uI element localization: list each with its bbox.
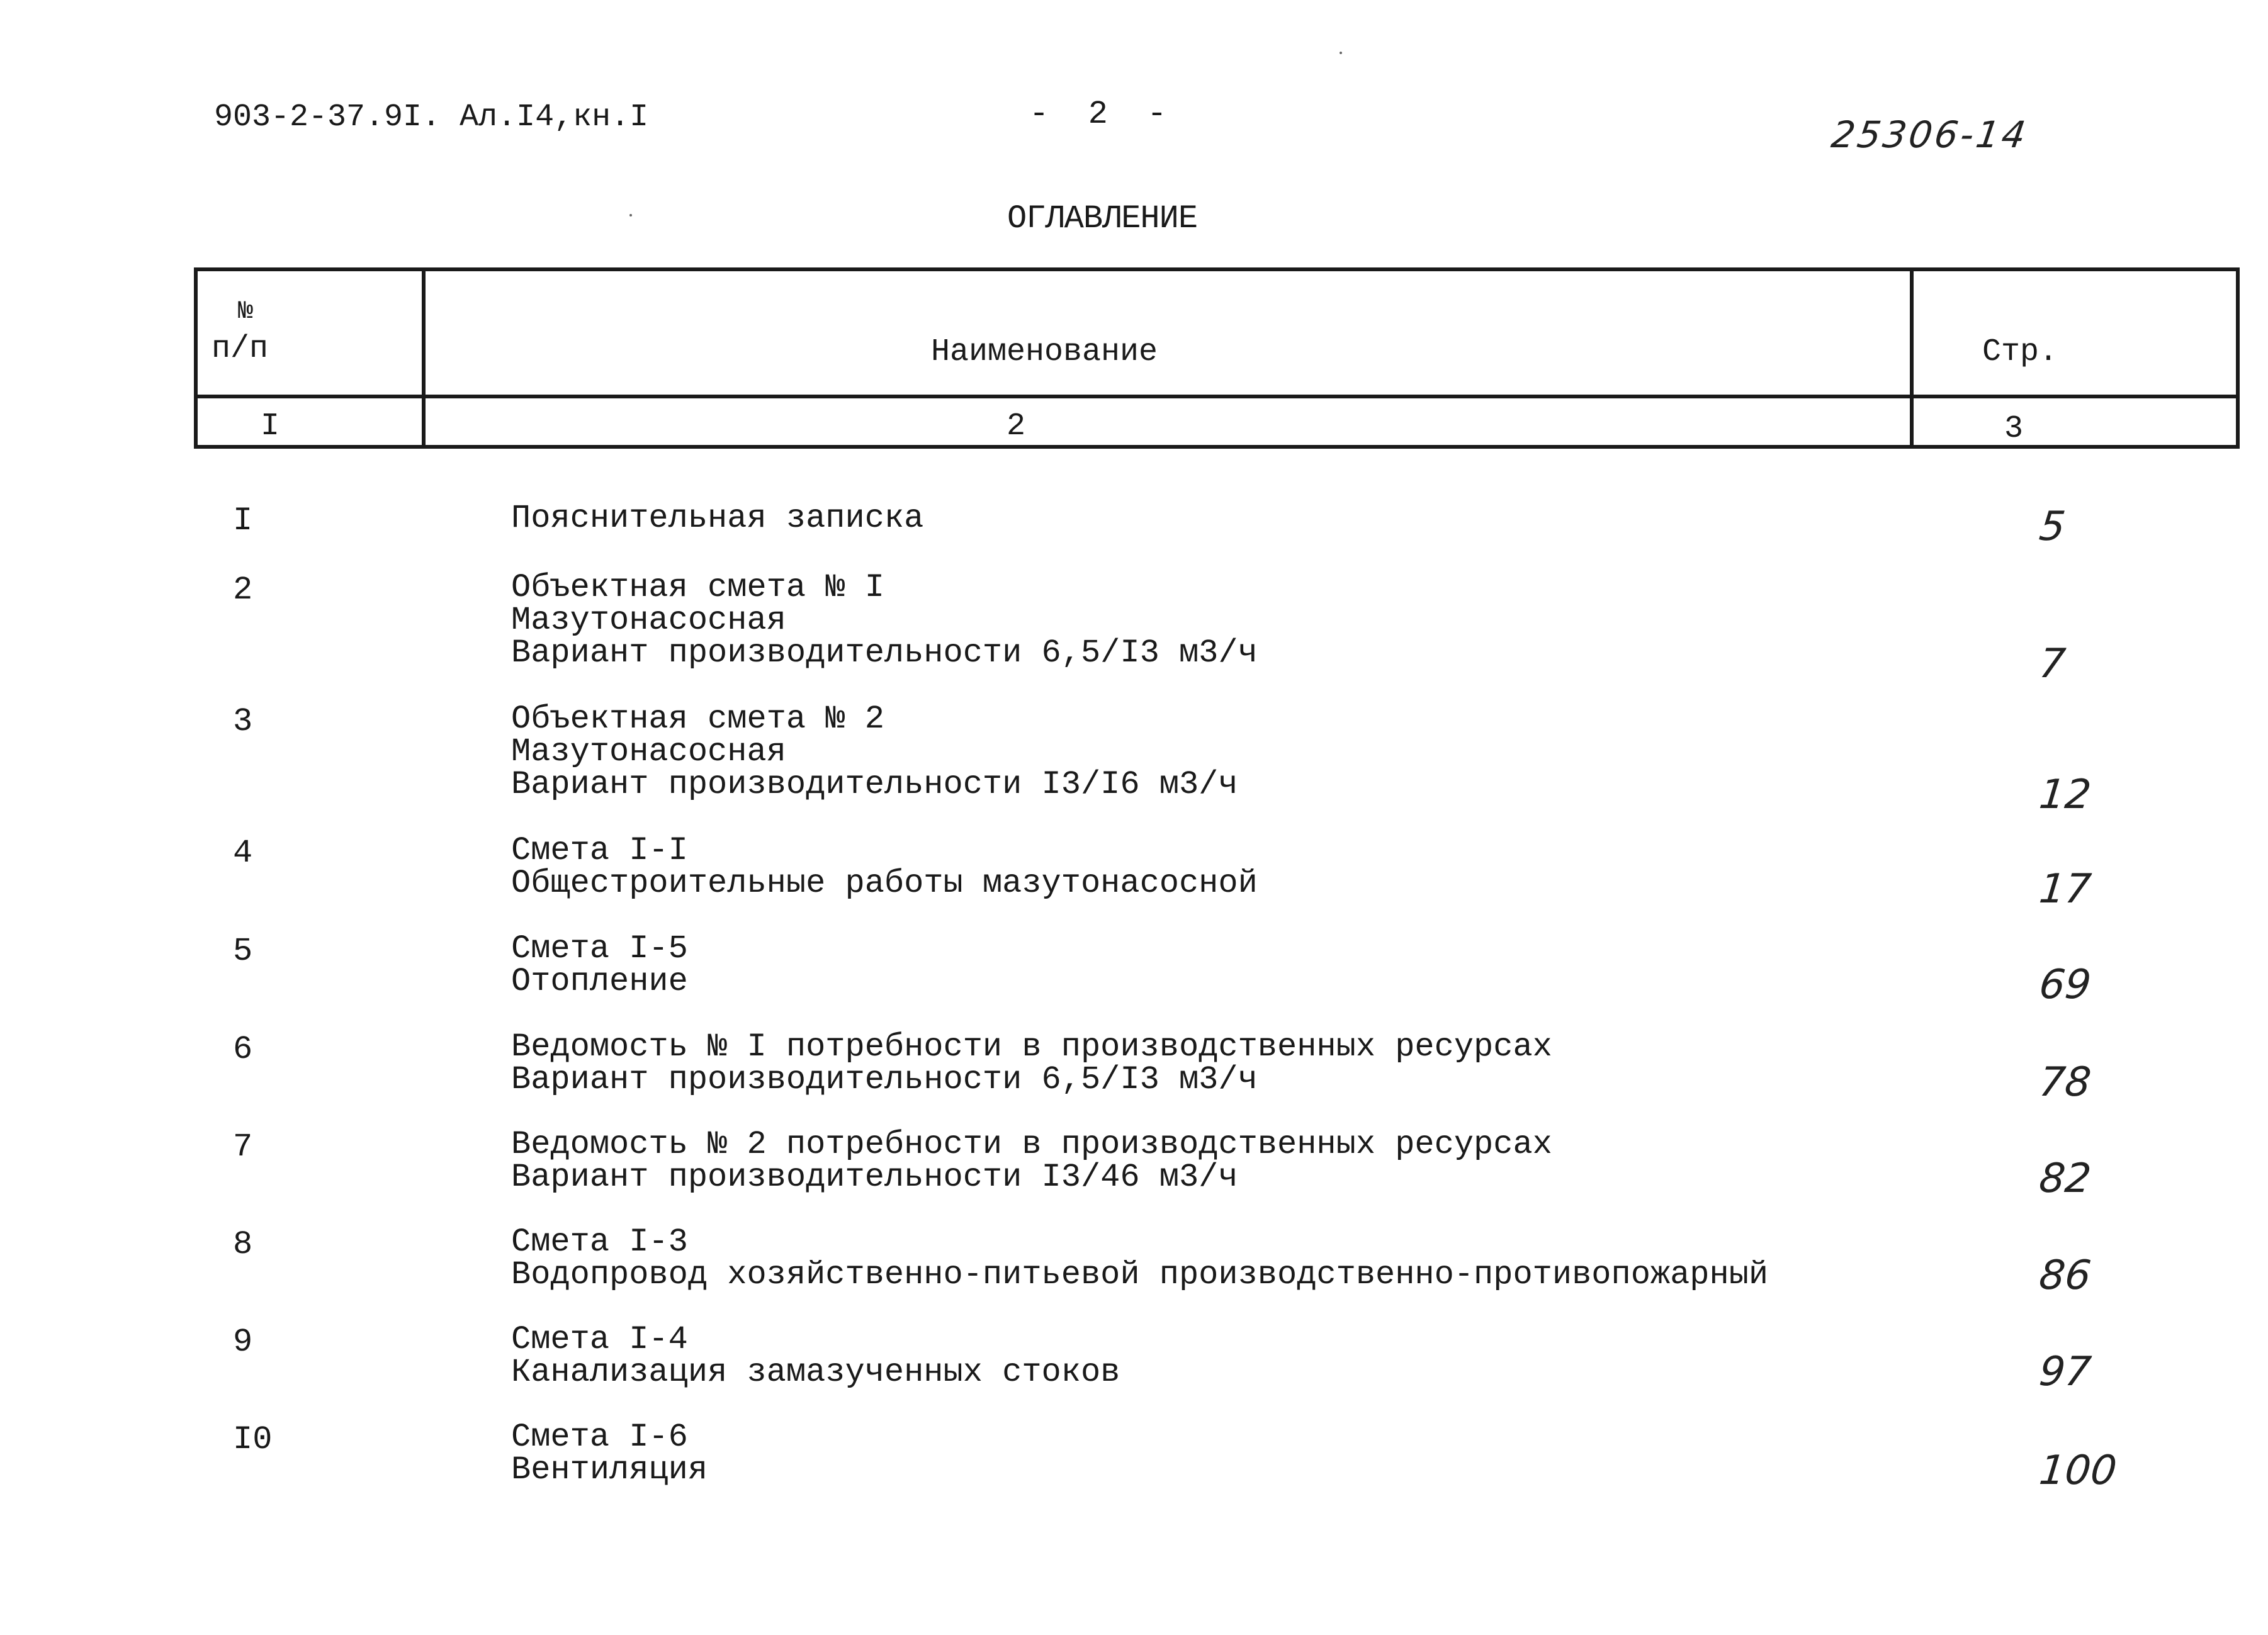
- item-title-line: Объектная смета № I: [511, 569, 884, 606]
- item-title: [511, 834, 1258, 900]
- column-index-2: 2: [1007, 408, 1026, 444]
- item-title-line: Общестроительные работы мазутонасосной: [511, 865, 1258, 902]
- item-page-number: 5: [2037, 503, 2068, 550]
- item-number: I: [233, 502, 253, 539]
- item-number: 5: [233, 933, 253, 970]
- item-title: [511, 930, 688, 1000]
- item-title-line: Ведомость № I потребности в производственных ресурсах: [511, 1028, 1552, 1065]
- item-page-number: 12: [2037, 772, 2094, 818]
- item-number: 3: [233, 703, 253, 740]
- column-index-3: 3: [2004, 411, 2024, 447]
- item-title: [511, 1028, 1552, 1098]
- item-title: [511, 1421, 708, 1486]
- item-title-line: Смета I-6: [511, 1419, 688, 1456]
- column-header-number: п/п: [212, 331, 269, 367]
- item-page-number: 7: [2037, 641, 2068, 687]
- item-title-line: Мазутонасосная: [511, 602, 786, 639]
- item-number: 8: [233, 1226, 253, 1263]
- item-title-line: Вариант производительности I3/I6 м3/ч: [511, 766, 1238, 803]
- item-title: [511, 571, 1258, 670]
- column-header-page: Стр.: [1982, 334, 2058, 370]
- item-title-line: Ведомость № 2 потребности в производственных ресурсах: [511, 1126, 1552, 1163]
- column-index-1: I: [261, 408, 280, 444]
- item-title: [511, 700, 1238, 803]
- item-title-line: Мазутонасосная: [511, 733, 786, 770]
- item-number: 6: [233, 1031, 253, 1068]
- column-divider: [422, 271, 426, 445]
- item-title-line: Вентиляция: [511, 1451, 708, 1488]
- item-title-line: Отопление: [511, 963, 688, 1000]
- item-title-line: Вариант производительности I3/46 м3/ч: [511, 1159, 1238, 1196]
- item-title-line: Канализация замазученных стоков: [511, 1354, 1120, 1391]
- item-title-line: Смета I-I: [511, 832, 688, 869]
- item-number: I0: [233, 1421, 273, 1458]
- page-title: ОГЛАВЛЕНИЕ: [1007, 200, 1198, 237]
- document-code: 903-2-37.9I. Ал.I4,кн.I: [214, 99, 649, 135]
- item-title-line: Смета I-5: [511, 930, 688, 967]
- item-page-number: 17: [2037, 866, 2094, 913]
- contents-table-header: [194, 267, 2240, 449]
- item-page-number: 86: [2037, 1252, 2094, 1299]
- item-number: 4: [233, 834, 253, 872]
- item-page-number: 78: [2037, 1059, 2094, 1106]
- item-number: 7: [233, 1128, 253, 1166]
- item-page-number: 82: [2037, 1155, 2094, 1202]
- row-divider: [198, 395, 2236, 398]
- item-title-line: Вариант производительности 6,5/I3 м3/ч: [511, 1061, 1258, 1098]
- column-number-sign: №: [238, 298, 254, 326]
- item-title-line: Смета I-4: [511, 1321, 688, 1358]
- item-title-line: Объектная смета № 2: [511, 700, 884, 738]
- item-page-number: 100: [2037, 1447, 2119, 1494]
- item-title-line: Вариант производительности 6,5/I3 м3/ч: [511, 634, 1258, 671]
- item-title: [511, 1128, 1552, 1194]
- item-title: [511, 1223, 1769, 1293]
- item-page-number: 69: [2037, 962, 2094, 1008]
- scan-speck: [629, 214, 632, 216]
- item-title: [511, 1323, 1120, 1389]
- item-title-line: Пояснительная записка: [511, 500, 924, 537]
- column-header-name: Наименование: [931, 334, 1158, 370]
- item-title: [511, 502, 923, 535]
- item-title-line: Водопровод хозяйственно-питьевой производственно-противопожарный: [511, 1256, 1769, 1293]
- item-title-line: Смета I-3: [511, 1223, 688, 1261]
- scan-speck: [1340, 52, 1342, 54]
- item-number: 2: [233, 571, 253, 609]
- column-divider: [1910, 271, 1914, 445]
- item-page-number: 97: [2037, 1349, 2094, 1395]
- archive-number: 25306-14: [1829, 113, 2031, 156]
- page-number: - 2 -: [1029, 96, 1167, 133]
- item-number: 9: [233, 1323, 253, 1361]
